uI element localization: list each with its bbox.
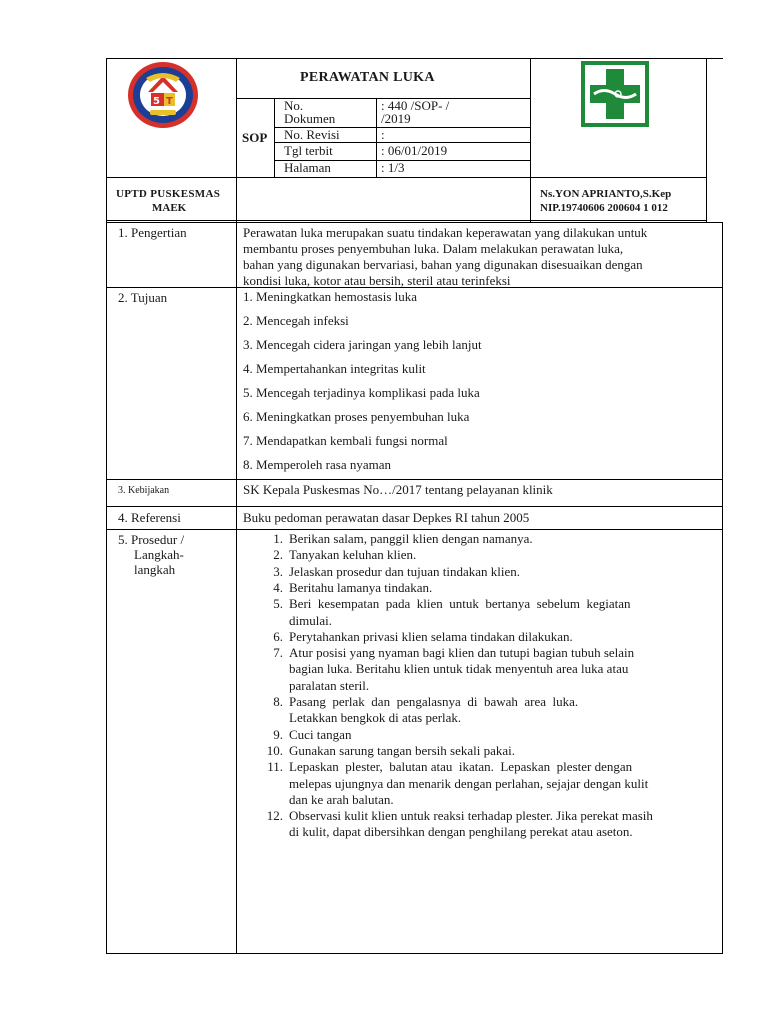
step-text-line: Tanyakan keluhan klien. xyxy=(289,547,417,563)
step-number: 10. xyxy=(266,742,283,758)
signer-nip: NIP.19740606 200604 1 012 xyxy=(540,202,668,214)
step-number: 1. xyxy=(273,531,283,546)
referensi-text: Buku pedoman perawatan dasar Depkes RI tahun 2005 xyxy=(243,510,530,525)
meta-halaman-value: : 1/3 xyxy=(381,160,405,175)
step-text-line: Beri kesempatan pada klien untuk bertanya sebelum kegiatan xyxy=(289,596,631,612)
step-text-line: Jelaskan prosedur dan tujuan tindakan klien. xyxy=(289,563,521,579)
list-item: 7. Mendapatkan kembali fungsi normal xyxy=(243,433,448,448)
meta-no-revisi-value: : xyxy=(381,127,385,142)
step-number: 2. xyxy=(273,547,283,563)
signer-name: Ns.YON APRIANTO,S.Kep xyxy=(540,188,672,200)
step-text-line: Lepaskan plester, balutan atau ikatan. Lepaskan plester dengan xyxy=(289,759,633,775)
list-item: 4. Mempertahankan integritas kulit xyxy=(243,361,426,376)
list-item: 5. Mencegah terjadinya komplikasi pada luka xyxy=(243,385,480,400)
step-number: 7. xyxy=(273,645,283,661)
step-text-line: Atur posisi yang nyaman bagi klien dan tutupi bagian tubuh selain xyxy=(289,645,635,661)
section-label-tujuan: 2. Tujuan xyxy=(118,290,168,305)
step-text-line: paralatan steril. xyxy=(289,677,370,693)
step-text-line: Cuci tangan xyxy=(289,726,352,742)
step-number: 11. xyxy=(267,759,283,775)
step-text-line: Gunakan sarung tangan bersih sekali pakai. xyxy=(289,742,515,758)
meta-no-dokumen-label: No. Dokumen xyxy=(284,98,336,126)
step-number: 3. xyxy=(273,563,283,579)
step-text-line: dimulai. xyxy=(289,612,332,628)
step-number: 4. xyxy=(273,579,283,595)
section-label-pengertian: 1. Pengertian xyxy=(118,225,187,240)
meta-no-revisi-label: No. Revisi xyxy=(284,127,340,142)
step-text-line: Berikan salam, panggil klien dengan namanya. xyxy=(289,531,533,546)
org-location: MAEK xyxy=(152,202,187,214)
step-text-line: Pasang perlak dan pengalasnya di bawah area luka. xyxy=(289,694,579,709)
step-text-line: bagian luka. Beritahu klien untuk tidak menyentuh area luka atau xyxy=(289,661,629,677)
sop-label: SOP xyxy=(242,130,268,145)
step-text-line: Perytahankan privasi klien selama tindakan dilakukan. xyxy=(289,628,573,644)
step-text-line: di kulit, dapat dibersihkan dengan penghilang perekat atau aseton. xyxy=(289,824,633,840)
step-number: 12. xyxy=(266,808,283,824)
meta-tgl-terbit-value: : 06/01/2019 xyxy=(381,143,448,158)
svg-text:5: 5 xyxy=(153,96,160,107)
svg-text:T: T xyxy=(166,96,173,107)
list-item: 6. Meningkatkan proses penyembuhan luka xyxy=(243,409,470,424)
step-text-line: Observasi kulit klien untuk reaksi terhadap plester. Jika perekat masih xyxy=(289,808,653,824)
step-text-line: dan ke arah balutan. xyxy=(289,791,394,807)
step-text-line: Letakkan bengkok di atas perlak. xyxy=(289,710,462,726)
list-item: 3. Mencegah cidera jaringan yang lebih lanjut xyxy=(243,337,482,352)
district-emblem-icon xyxy=(126,60,200,130)
step-number: 6. xyxy=(273,628,283,644)
meta-no-dokumen-value: : 440 /SOP- / /2019 xyxy=(381,98,450,126)
step-number: 8. xyxy=(273,694,283,709)
list-item: 8. Memperoleh rasa nyaman xyxy=(243,457,392,472)
kebijakan-text: SK Kepala Puskesmas No…/2017 tentang pelayanan klinik xyxy=(243,482,553,497)
step-number: 5. xyxy=(273,596,283,612)
step-text-line: melepas ujungnya dan menarik dengan perlahan, sejajar dengan kulit xyxy=(289,775,649,791)
step-text-line: Beritahu lamanya tindakan. xyxy=(289,579,433,595)
step-number: 9. xyxy=(273,726,283,742)
sop-title: PERAWATAN LUKA xyxy=(300,70,435,85)
org-name: UPTD PUSKESMAS xyxy=(116,188,221,200)
list-item: 1. Meningkatkan hemostasis luka xyxy=(243,289,418,304)
section-label-kebijakan: 3. Kebijakan xyxy=(118,485,170,496)
health-cross-logo-icon xyxy=(580,60,650,128)
list-item: 2. Mencegah infeksi xyxy=(243,313,349,328)
meta-tgl-terbit-label: Tgl terbit xyxy=(284,143,333,158)
section-label-referensi: 4. Referensi xyxy=(118,510,181,525)
meta-halaman-label: Halaman xyxy=(284,160,331,175)
